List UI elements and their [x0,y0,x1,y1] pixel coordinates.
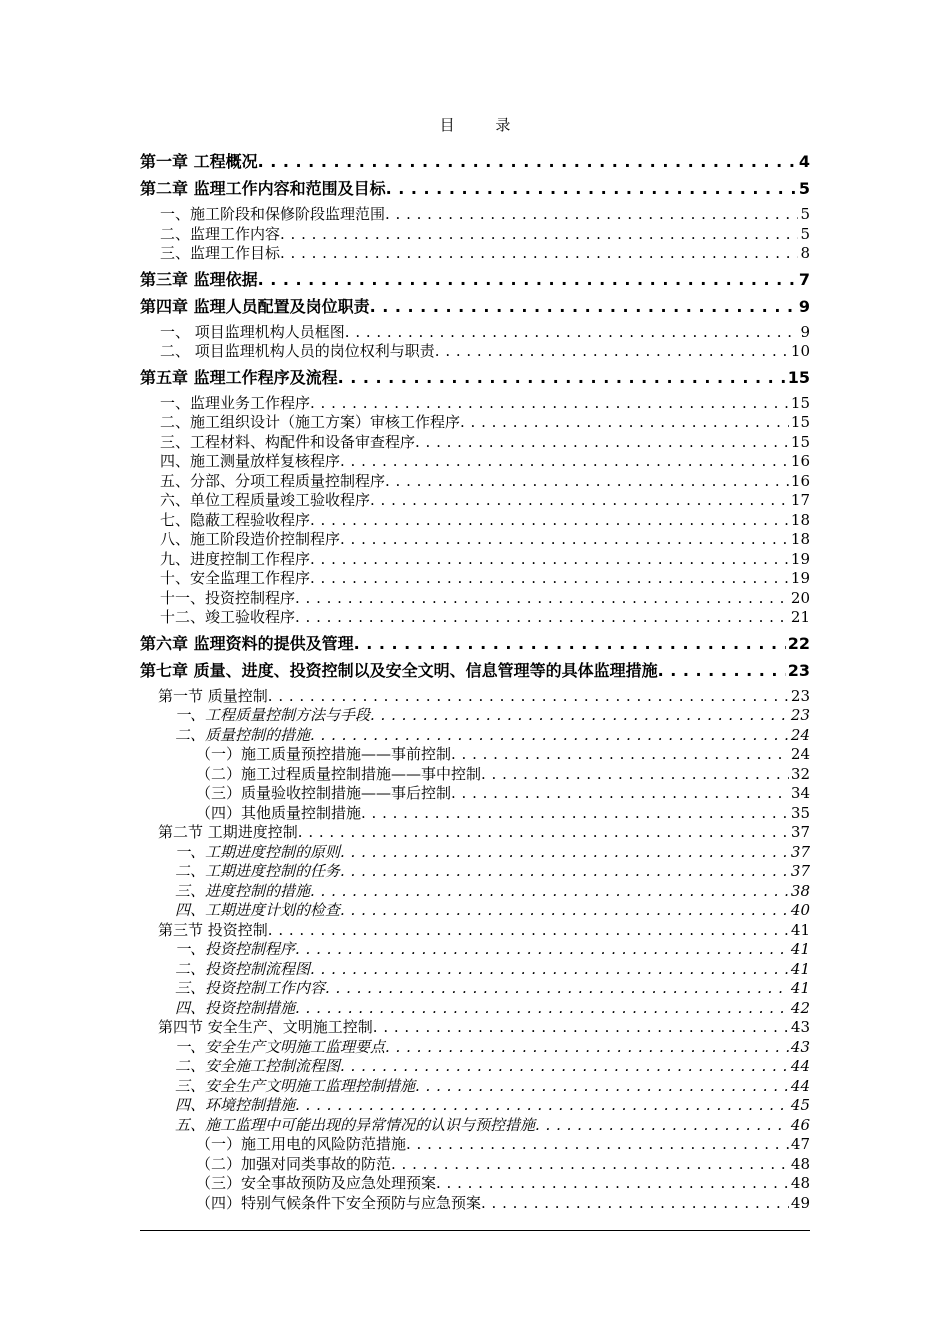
toc-entry[interactable] [140,269,810,290]
toc-entry-text: 三、投资控制工作内容 [175,979,326,997]
toc-entry[interactable] [140,589,810,609]
toc-entry-text: 四、投资控制措施 [175,998,296,1017]
dot-leader [481,1194,789,1214]
toc-entry[interactable] [140,1174,810,1194]
toc-entry-page: 37 [790,842,810,861]
dot-leader [295,608,789,628]
dot-leader [310,882,789,902]
toc-entry[interactable] [140,530,810,550]
toc-entry-text: 第三节 投资控制 [158,920,268,939]
toc-entry[interactable] [140,687,810,707]
toc-entry-page: 23 [790,686,810,705]
toc-entry-text: 七、隐蔽工程验收程序 [160,510,311,529]
toc-entry-page: 10 [790,342,810,360]
toc-entry-text: 第一节 质量控制 [158,686,268,705]
toc-entry-text: 第三章 监理依据 [140,269,258,289]
toc-entry[interactable] [140,1116,810,1136]
dot-leader [310,569,789,589]
dot-leader [460,413,789,433]
dot-leader [415,1077,789,1097]
toc-entry[interactable] [140,511,810,531]
dot-leader [310,394,789,414]
toc-entry-text: （二）施工过程质量控制措施——事中控制 [196,764,482,783]
toc-entry-page: 41 [790,920,810,939]
bottom-divider [140,1230,810,1231]
toc-entry-text: （四）特别气候条件下安全预防与应急预案 [196,1193,482,1212]
toc-entry[interactable] [140,452,810,472]
dot-leader [436,1174,789,1194]
dot-leader [385,472,789,492]
toc-entry-page: 40 [790,901,810,919]
toc-entry-page: 22 [787,633,810,653]
toc-entry-text: 一、投资控制程序 [175,940,296,958]
toc-entry-text: 十二、竣工验收程序 [160,608,296,626]
toc-entry-page: 41 [790,959,810,978]
toc-entry[interactable] [140,608,810,628]
toc-entry[interactable] [140,569,810,589]
dot-leader [268,921,789,941]
toc-entry[interactable] [140,367,810,388]
toc-entry-page: 24 [790,725,810,744]
toc-entry[interactable] [140,472,810,492]
toc-entry-page: 5 [798,179,810,198]
toc-entry[interactable] [140,960,810,980]
toc-entry-page: 15 [787,367,810,387]
dot-leader [370,296,797,317]
toc-entry-text: 二、投资控制流程图 [175,959,311,978]
dot-leader [280,244,798,264]
toc-entry-text: 八、施工阶段造价控制程序 [160,530,341,548]
toc-entry[interactable] [140,225,810,245]
toc-entry-page: 48 [790,1174,810,1192]
toc-entry[interactable] [140,433,810,453]
toc-entry[interactable] [140,633,810,654]
dot-leader [310,960,789,980]
toc-entry[interactable] [140,151,810,172]
toc-entry-page: 43 [790,1037,810,1056]
toc-entry-page: 16 [790,452,810,470]
toc-title: 目 录 [439,116,529,134]
toc-entry-text: 一、工程质量控制方法与手段 [175,706,371,724]
toc-entry[interactable] [140,413,810,433]
toc-entry-text: 六、单位工程质量竣工验收程序 [160,491,371,509]
toc-entry-text: 十、安全监理工作程序 [160,569,311,587]
toc-entry[interactable] [140,1194,810,1214]
dot-leader [435,342,789,362]
toc-entry[interactable] [140,1077,810,1097]
toc-entry-text: 第五章 监理工作程序及流程 [140,367,338,387]
toc-entry[interactable] [140,882,810,902]
dot-leader [340,452,789,472]
toc-entry-text: 第七章 质量、进度、投资控制以及安全文明、信息管理等的具体监理措施 [140,660,658,680]
toc-entry[interactable] [140,843,810,863]
toc-entry-page: 4 [798,152,810,171]
toc-entry-page: 15 [790,432,810,451]
dot-leader [451,745,789,765]
toc-entry-page: 5 [800,205,810,223]
toc-entry[interactable] [140,1018,810,1038]
toc-entry-page: 16 [790,471,810,490]
dot-leader [391,1155,789,1175]
dot-leader [340,901,789,921]
toc-entry-page: 49 [790,1193,810,1212]
toc-entry-page: 20 [790,588,810,607]
dot-leader [258,269,797,290]
toc-entry-page: 18 [790,510,810,529]
toc-entry-text: （三）安全事故预防及应急处理预案 [196,1174,437,1192]
toc-entry-text: 一、 项目监理机构人员框图 [160,322,345,341]
toc-entry[interactable] [140,1155,810,1175]
toc-entry-text: 一、安全生产文明施工监理要点 [175,1037,386,1056]
toc-entry-text: 第四节 安全生产、文明施工控制 [158,1018,373,1036]
toc-entry-text: 二、安全施工控制流程图 [175,1057,341,1075]
toc-entry-page: 35 [790,803,810,822]
toc-entry[interactable] [140,823,810,843]
toc-entry-text: 三、安全生产文明施工监理控制措施 [175,1076,416,1095]
toc-entry-page: 48 [790,1154,810,1173]
toc-entry[interactable] [140,323,810,343]
toc-entry-page: 41 [790,940,810,958]
toc-entry-page: 17 [790,491,810,509]
toc-entry-page: 19 [790,569,810,587]
toc-entry-page: 9 [798,296,810,316]
dot-leader [415,433,789,453]
toc-entry[interactable] [140,342,810,362]
toc-entry[interactable] [140,394,810,414]
toc-entry[interactable] [140,178,810,199]
toc-entry[interactable] [140,244,810,264]
dot-leader [406,1135,789,1155]
dot-leader [338,367,786,388]
toc-entry[interactable] [140,1135,810,1155]
toc-entry-page: 19 [790,549,810,568]
dot-leader [340,862,789,882]
toc-entry-text: 第二章 监理工作内容和范围及目标 [140,179,386,198]
toc-entry-text: 四、工期进度计划的检查 [175,901,341,919]
toc-entry[interactable] [140,804,810,824]
toc-entry[interactable] [140,862,810,882]
dot-leader [373,1018,789,1038]
dot-leader [310,726,789,746]
dot-leader [340,1057,789,1077]
dot-leader [370,706,789,726]
toc-entry[interactable] [140,296,810,317]
toc-entry-page: 41 [790,979,810,997]
toc-entry-text: 四、环境控制措施 [175,1096,296,1114]
dot-leader [535,1116,789,1136]
dot-leader [340,843,789,863]
toc-entry-text: 二、工期进度控制的任务 [175,862,341,880]
toc-entry-page: 46 [790,1115,810,1134]
dot-leader [280,225,798,245]
toc-entry-text: 十一、投资控制程序 [160,588,296,607]
toc-entry[interactable] [140,660,810,681]
dot-leader [258,151,797,172]
toc-entry-text: 二、施工组织设计（施工方案）审核工作程序 [160,413,461,431]
toc-entry[interactable] [140,921,810,941]
toc-entry-text: 五、分部、分项工程质量控制程序 [160,471,386,490]
toc-entry[interactable] [140,940,810,960]
toc-entry-text: 三、工程材料、构配件和设备审查程序 [160,432,416,451]
toc-entry-text: 一、施工阶段和保修阶段监理范围 [160,205,386,223]
toc-entry[interactable] [140,784,810,804]
dot-leader [310,550,789,570]
dot-leader [325,979,789,999]
dot-leader [451,784,789,804]
toc-entry-page: 34 [790,784,810,802]
toc-entry[interactable] [140,765,810,785]
toc-entry-text: 五、施工监理中可能出现的异常情况的认识与预控措施 [175,1115,536,1134]
toc-entry-page: 44 [790,1076,810,1095]
toc-entry-text: （四）其他质量控制措施 [196,803,362,822]
toc-entry[interactable] [140,1038,810,1058]
toc-entry-page: 38 [790,881,810,900]
toc-entry-page: 32 [790,764,810,783]
dot-leader [340,530,789,550]
toc-entry-text: （一）施工用电的风险防范措施 [196,1135,407,1153]
toc-entry-page: 15 [790,413,810,431]
toc-entry-text: 第一章 工程概况 [140,152,258,171]
dot-leader [298,823,789,843]
dot-leader [268,687,789,707]
toc-entry-page: 24 [790,745,810,763]
toc-entry-page: 21 [790,608,810,626]
toc-entry-page: 37 [790,862,810,880]
toc-entry-text: （一）施工质量预控措施——事前控制 [196,745,452,763]
dot-leader [385,1038,789,1058]
toc-entry[interactable] [140,901,810,921]
toc-entry-text: 九、进度控制工作程序 [160,549,311,568]
dot-leader [481,765,789,785]
dot-leader [385,205,798,225]
dot-leader [386,178,797,199]
toc-entry[interactable] [140,1096,810,1116]
toc-entry[interactable] [140,205,810,225]
toc-entry[interactable] [140,999,810,1019]
toc-entry[interactable] [140,706,810,726]
toc-entry-text: 二、质量控制的措施 [175,725,311,744]
toc-entry-page: 45 [790,1096,810,1114]
toc-entry-page: 8 [800,244,810,262]
dot-leader [354,633,786,654]
toc-entry-text: 一、工期进度控制的原则 [175,842,341,861]
toc-entry[interactable] [140,491,810,511]
toc-entry-text: 三、监理工作目标 [160,244,281,262]
toc-entry-text: 第六章 监理资料的提供及管理 [140,633,354,653]
toc-entry-text: 三、进度控制的措施 [175,881,311,900]
toc-entry[interactable] [140,726,810,746]
toc-entry[interactable] [140,1057,810,1077]
toc-entry-text: 第四章 监理人员配置及岗位职责 [140,296,370,316]
toc-entry[interactable] [140,745,810,765]
toc-entry-page: 7 [798,269,810,289]
toc-entry-text: （三）质量验收控制措施——事后控制 [196,784,452,802]
dot-leader [295,589,789,609]
toc-entry[interactable] [140,550,810,570]
toc-entry-page: 23 [790,706,810,724]
toc-entry-page: 5 [800,224,810,243]
dot-leader [295,1096,789,1116]
toc-entry-page: 47 [790,1135,810,1153]
toc-entry-text: 二、监理工作内容 [160,224,281,243]
dot-leader [345,323,799,343]
dot-leader [310,511,789,531]
dot-leader [295,940,789,960]
toc-entry-page: 18 [790,530,810,548]
dot-leader [361,804,789,824]
toc-entry-page: 43 [790,1018,810,1036]
table-of-contents [140,146,810,1213]
toc-entry-text: 四、施工测量放样复核程序 [160,452,341,470]
dot-leader [370,491,789,511]
dot-leader [658,660,786,681]
toc-entry-text: 第二节 工期进度控制 [158,823,298,841]
toc-entry-text: 一、监理业务工作程序 [160,393,311,412]
toc-entry-text: 二、 项目监理机构人员的岗位权利与职责 [160,342,435,360]
toc-entry-page: 37 [790,823,810,841]
toc-entry[interactable] [140,979,810,999]
toc-entry-page: 42 [790,998,810,1017]
toc-entry-text: （二）加强对同类事故的防范 [196,1154,392,1173]
dot-leader [295,999,789,1019]
toc-entry-page: 9 [800,322,810,341]
toc-entry-page: 23 [787,660,810,680]
toc-entry-page: 15 [790,393,810,412]
toc-entry-page: 44 [790,1057,810,1075]
